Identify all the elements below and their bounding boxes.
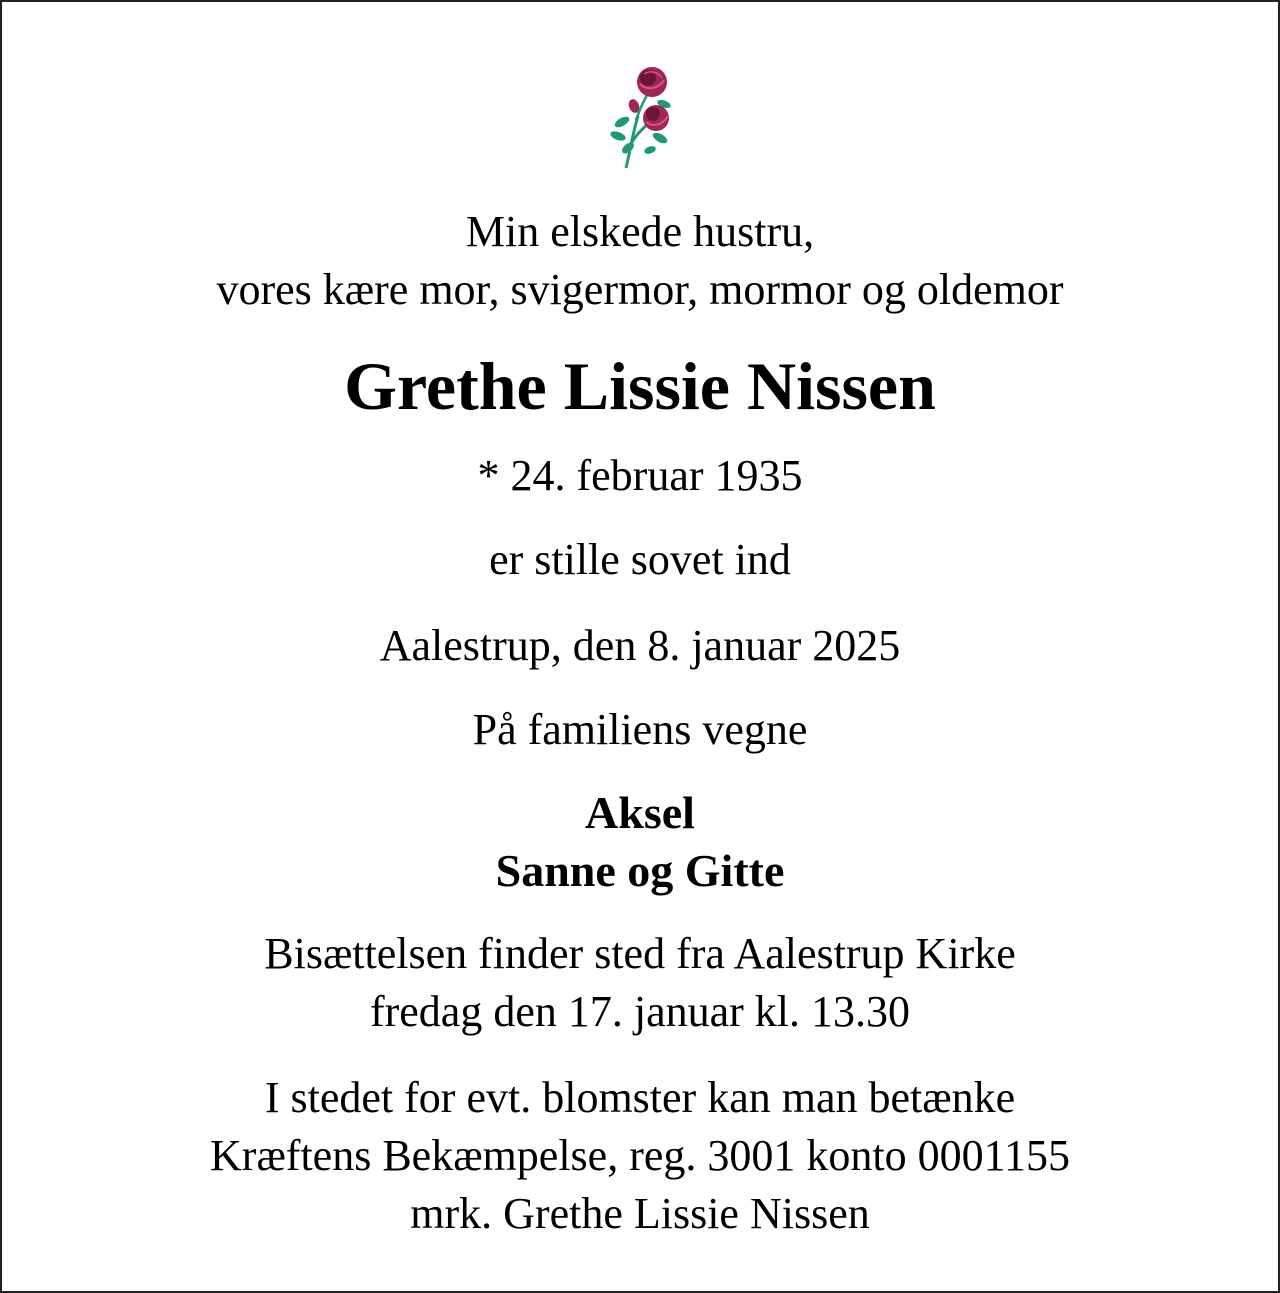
donation-line-3: mrk. Grethe Lissie Nissen <box>410 1189 870 1238</box>
donation-line-1: I stedet for evt. blomster kan man betænke <box>264 1073 1016 1122</box>
funeral-info-line-1: Bisættelsen finder sted fra Aalestrup Kirke <box>264 929 1016 978</box>
passing-phrase: er stille sovet ind <box>489 535 791 584</box>
on-behalf-line: På familiens vegne <box>472 705 808 754</box>
intro-line-1: Min elskede hustru, <box>465 207 815 256</box>
intro-line-2: vores kære mor, svigermor, mormor og oldemor <box>216 265 1064 314</box>
signer-children: Sanne og Gitte <box>495 845 785 896</box>
birth-date: * 24. februar 1935 <box>477 451 803 500</box>
rose-icon <box>602 64 682 174</box>
place-and-date: Aalestrup, den 8. januar 2025 <box>379 621 901 670</box>
signer-aksel: Aksel <box>585 787 695 838</box>
deceased-name: Grethe Lissie Nissen <box>344 348 936 424</box>
donation-line-2: Kræftens Bekæmpelse, reg. 3001 konto 0001155 <box>210 1131 1070 1180</box>
funeral-info-line-2: fredag den 17. januar kl. 13.30 <box>369 987 911 1036</box>
